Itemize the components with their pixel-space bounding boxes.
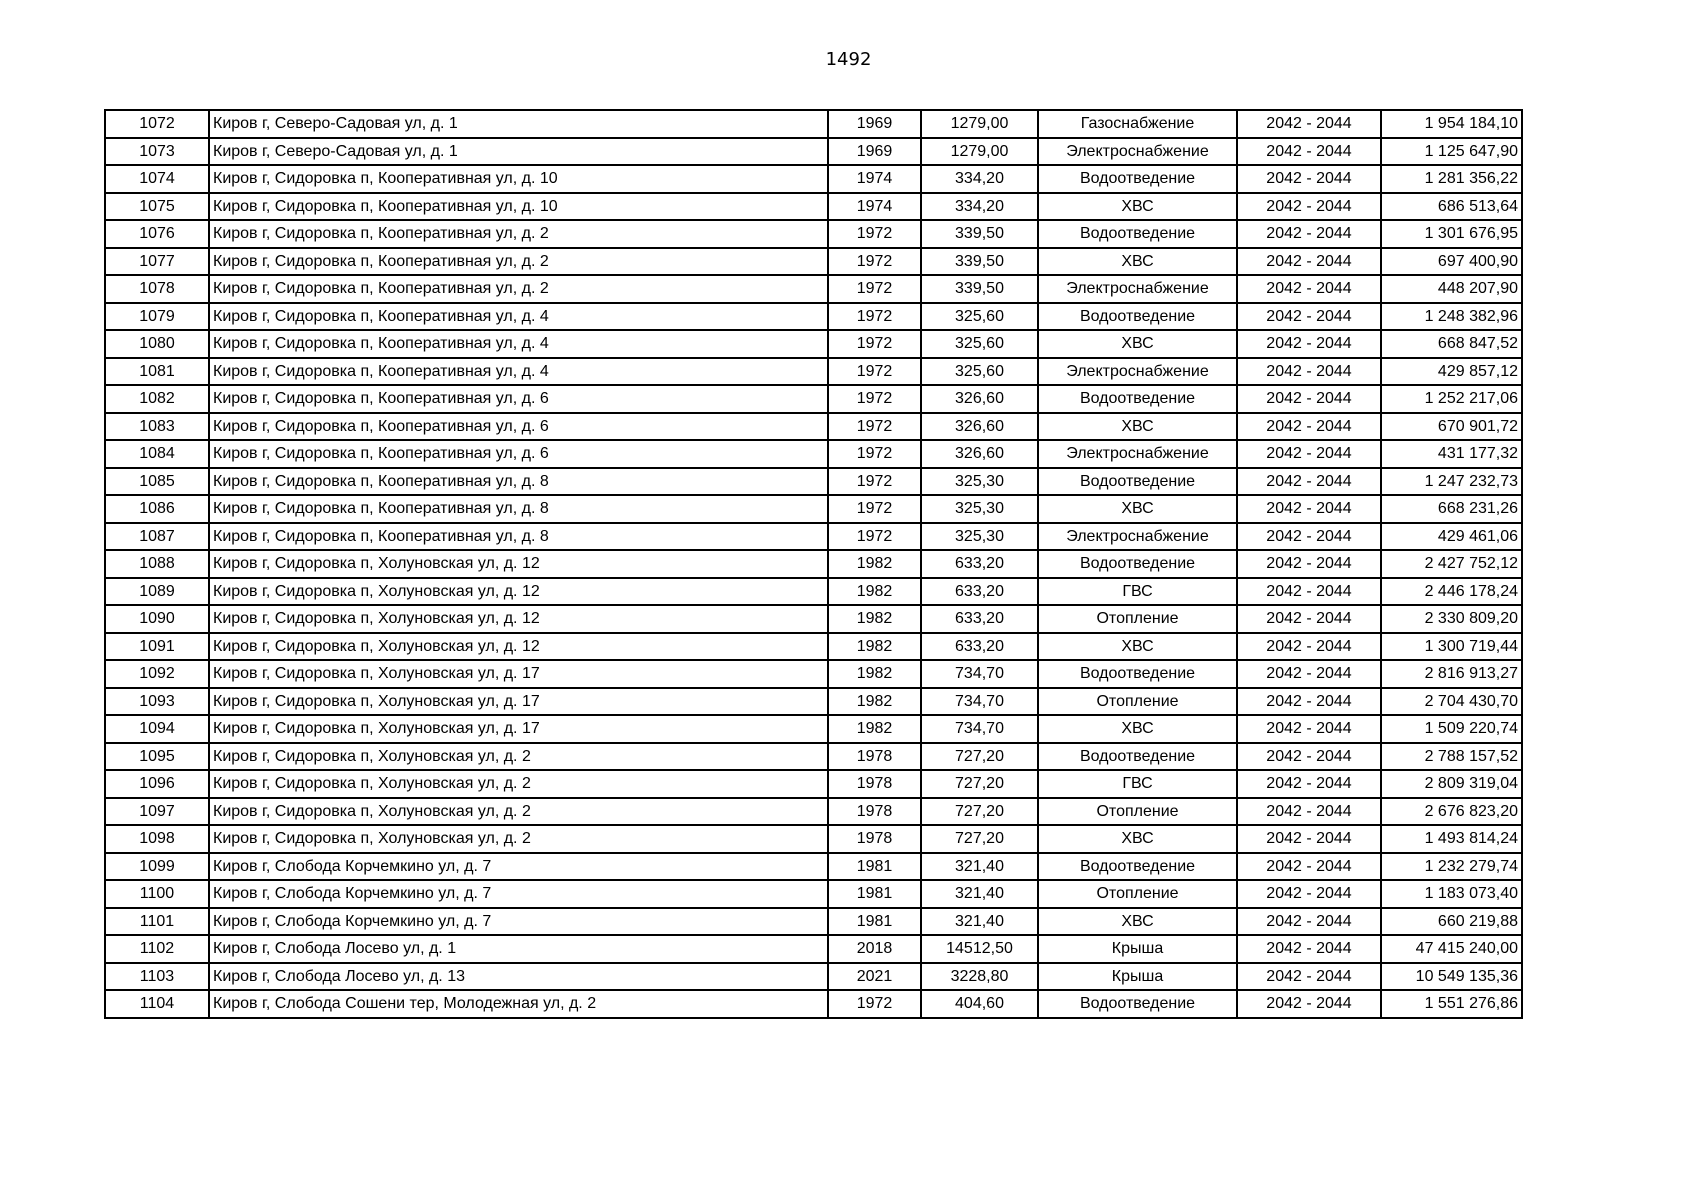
cost-cell: 2 704 430,70: [1381, 688, 1522, 716]
build-year-cell: 1972: [828, 248, 921, 276]
period-cell: 2042 - 2044: [1237, 853, 1381, 881]
address-cell: Киров г, Сидоровка п, Кооперативная ул, д. 2: [209, 220, 828, 248]
row-number-cell: 1080: [105, 330, 209, 358]
cost-cell: 2 809 319,04: [1381, 770, 1522, 798]
build-year-cell: 2018: [828, 935, 921, 963]
table-row: [105, 110, 1522, 138]
address-cell: Киров г, Сидоровка п, Кооперативная ул, д. 2: [209, 248, 828, 276]
cost-cell: 686 513,64: [1381, 193, 1522, 221]
work-type-cell: ХВС: [1038, 908, 1237, 936]
address-cell: Киров г, Слобода Корчемкино ул, д. 7: [209, 880, 828, 908]
cost-cell: 660 219,88: [1381, 908, 1522, 936]
row-number-cell: 1098: [105, 825, 209, 853]
period-cell: 2042 - 2044: [1237, 248, 1381, 276]
work-type-cell: Электроснабжение: [1038, 275, 1237, 303]
table-row: [105, 385, 1522, 413]
cost-cell: 668 847,52: [1381, 330, 1522, 358]
work-type-cell: Крыша: [1038, 935, 1237, 963]
address-cell: Киров г, Сидоровка п, Холуновская ул, д. 2: [209, 770, 828, 798]
table-row: [105, 908, 1522, 936]
work-type-cell: ХВС: [1038, 330, 1237, 358]
period-cell: 2042 - 2044: [1237, 715, 1381, 743]
period-cell: 2042 - 2044: [1237, 110, 1381, 138]
address-cell: Киров г, Северо-Садовая ул, д. 1: [209, 110, 828, 138]
period-cell: 2042 - 2044: [1237, 385, 1381, 413]
period-cell: 2042 - 2044: [1237, 165, 1381, 193]
cost-cell: 1 281 356,22: [1381, 165, 1522, 193]
period-cell: 2042 - 2044: [1237, 275, 1381, 303]
cost-cell: 2 788 157,52: [1381, 743, 1522, 771]
address-cell: Киров г, Сидоровка п, Кооперативная ул, д. 8: [209, 468, 828, 496]
build-year-cell: 1969: [828, 110, 921, 138]
area-cell: 1279,00: [921, 138, 1038, 166]
cost-cell: 429 461,06: [1381, 523, 1522, 551]
table-row: [105, 578, 1522, 606]
table-row: [105, 220, 1522, 248]
address-cell: Киров г, Сидоровка п, Холуновская ул, д. 2: [209, 743, 828, 771]
address-cell: Киров г, Сидоровка п, Холуновская ул, д. 17: [209, 660, 828, 688]
area-cell: 633,20: [921, 633, 1038, 661]
cost-cell: 1 300 719,44: [1381, 633, 1522, 661]
build-year-cell: 1982: [828, 688, 921, 716]
period-cell: 2042 - 2044: [1237, 633, 1381, 661]
cost-cell: 1 301 676,95: [1381, 220, 1522, 248]
area-cell: 334,20: [921, 193, 1038, 221]
area-cell: 326,60: [921, 413, 1038, 441]
work-type-cell: ХВС: [1038, 193, 1237, 221]
table-row: [105, 165, 1522, 193]
build-year-cell: 1982: [828, 715, 921, 743]
period-cell: 2042 - 2044: [1237, 193, 1381, 221]
area-cell: 334,20: [921, 165, 1038, 193]
build-year-cell: 1972: [828, 275, 921, 303]
row-number-cell: 1089: [105, 578, 209, 606]
row-number-cell: 1095: [105, 743, 209, 771]
work-type-cell: Водоотведение: [1038, 468, 1237, 496]
table-row: [105, 990, 1522, 1018]
period-cell: 2042 - 2044: [1237, 578, 1381, 606]
build-year-cell: 1972: [828, 303, 921, 331]
period-cell: 2042 - 2044: [1237, 660, 1381, 688]
table-row: [105, 770, 1522, 798]
row-number-cell: 1077: [105, 248, 209, 276]
row-number-cell: 1103: [105, 963, 209, 991]
build-year-cell: 1978: [828, 743, 921, 771]
registry-table: [104, 109, 1523, 1019]
period-cell: 2042 - 2044: [1237, 330, 1381, 358]
work-type-cell: ХВС: [1038, 633, 1237, 661]
address-cell: Киров г, Слобода Корчемкино ул, д. 7: [209, 853, 828, 881]
work-type-cell: Крыша: [1038, 963, 1237, 991]
row-number-cell: 1083: [105, 413, 209, 441]
row-number-cell: 1074: [105, 165, 209, 193]
table-row: [105, 468, 1522, 496]
table-row: [105, 633, 1522, 661]
area-cell: 734,70: [921, 688, 1038, 716]
area-cell: 321,40: [921, 908, 1038, 936]
row-number-cell: 1087: [105, 523, 209, 551]
work-type-cell: ХВС: [1038, 413, 1237, 441]
period-cell: 2042 - 2044: [1237, 550, 1381, 578]
row-number-cell: 1100: [105, 880, 209, 908]
page-number: 1492: [825, 49, 872, 70]
work-type-cell: Электроснабжение: [1038, 358, 1237, 386]
cost-cell: 1 247 232,73: [1381, 468, 1522, 496]
row-number-cell: 1073: [105, 138, 209, 166]
cost-cell: 10 549 135,36: [1381, 963, 1522, 991]
area-cell: 633,20: [921, 550, 1038, 578]
address-cell: Киров г, Сидоровка п, Холуновская ул, д. 17: [209, 688, 828, 716]
period-cell: 2042 - 2044: [1237, 908, 1381, 936]
work-type-cell: ХВС: [1038, 825, 1237, 853]
cost-cell: 429 857,12: [1381, 358, 1522, 386]
row-number-cell: 1097: [105, 798, 209, 826]
build-year-cell: 1972: [828, 220, 921, 248]
row-number-cell: 1082: [105, 385, 209, 413]
table-row: [105, 413, 1522, 441]
period-cell: 2042 - 2044: [1237, 468, 1381, 496]
build-year-cell: 1972: [828, 330, 921, 358]
work-type-cell: Водоотведение: [1038, 990, 1237, 1018]
period-cell: 2042 - 2044: [1237, 963, 1381, 991]
row-number-cell: 1078: [105, 275, 209, 303]
address-cell: Киров г, Северо-Садовая ул, д. 1: [209, 138, 828, 166]
build-year-cell: 1982: [828, 578, 921, 606]
build-year-cell: 1972: [828, 385, 921, 413]
period-cell: 2042 - 2044: [1237, 220, 1381, 248]
area-cell: 339,50: [921, 248, 1038, 276]
work-type-cell: Электроснабжение: [1038, 440, 1237, 468]
area-cell: 325,30: [921, 495, 1038, 523]
address-cell: Киров г, Сидоровка п, Кооперативная ул, д. 6: [209, 413, 828, 441]
work-type-cell: Отопление: [1038, 880, 1237, 908]
address-cell: Киров г, Слобода Лосево ул, д. 13: [209, 963, 828, 991]
row-number-cell: 1081: [105, 358, 209, 386]
row-number-cell: 1075: [105, 193, 209, 221]
area-cell: 734,70: [921, 660, 1038, 688]
area-cell: 404,60: [921, 990, 1038, 1018]
table-row: [105, 330, 1522, 358]
area-cell: 325,60: [921, 303, 1038, 331]
table-row: [105, 798, 1522, 826]
cost-cell: 448 207,90: [1381, 275, 1522, 303]
work-type-cell: Водоотведение: [1038, 743, 1237, 771]
build-year-cell: 1982: [828, 550, 921, 578]
area-cell: 727,20: [921, 743, 1038, 771]
address-cell: Киров г, Сидоровка п, Кооперативная ул, д. 2: [209, 275, 828, 303]
row-number-cell: 1084: [105, 440, 209, 468]
work-type-cell: Водоотведение: [1038, 853, 1237, 881]
area-cell: 633,20: [921, 578, 1038, 606]
table-row: [105, 853, 1522, 881]
row-number-cell: 1076: [105, 220, 209, 248]
row-number-cell: 1085: [105, 468, 209, 496]
build-year-cell: 1981: [828, 853, 921, 881]
address-cell: Киров г, Слобода Корчемкино ул, д. 7: [209, 908, 828, 936]
row-number-cell: 1092: [105, 660, 209, 688]
area-cell: 339,50: [921, 220, 1038, 248]
table-row: [105, 440, 1522, 468]
area-cell: 727,20: [921, 770, 1038, 798]
build-year-cell: 1978: [828, 770, 921, 798]
address-cell: Киров г, Сидоровка п, Кооперативная ул, д. 6: [209, 440, 828, 468]
cost-cell: 2 427 752,12: [1381, 550, 1522, 578]
table-row: [105, 523, 1522, 551]
period-cell: 2042 - 2044: [1237, 358, 1381, 386]
work-type-cell: Газоснабжение: [1038, 110, 1237, 138]
cost-cell: 1 232 279,74: [1381, 853, 1522, 881]
row-number-cell: 1101: [105, 908, 209, 936]
address-cell: Киров г, Сидоровка п, Кооперативная ул, д. 6: [209, 385, 828, 413]
row-number-cell: 1086: [105, 495, 209, 523]
work-type-cell: Электроснабжение: [1038, 138, 1237, 166]
build-year-cell: 1972: [828, 990, 921, 1018]
area-cell: 325,30: [921, 468, 1038, 496]
work-type-cell: Отопление: [1038, 798, 1237, 826]
address-cell: Киров г, Сидоровка п, Кооперативная ул, д. 8: [209, 523, 828, 551]
table-row: [105, 358, 1522, 386]
cost-cell: 1 493 814,24: [1381, 825, 1522, 853]
work-type-cell: ГВС: [1038, 770, 1237, 798]
row-number-cell: 1096: [105, 770, 209, 798]
period-cell: 2042 - 2044: [1237, 688, 1381, 716]
cost-cell: 1 252 217,06: [1381, 385, 1522, 413]
table-row: [105, 303, 1522, 331]
cost-cell: 2 816 913,27: [1381, 660, 1522, 688]
build-year-cell: 1972: [828, 468, 921, 496]
address-cell: Киров г, Сидоровка п, Холуновская ул, д. 12: [209, 605, 828, 633]
address-cell: Киров г, Слобода Сошени тер, Молодежная ул, д. 2: [209, 990, 828, 1018]
area-cell: 325,60: [921, 358, 1038, 386]
area-cell: 339,50: [921, 275, 1038, 303]
area-cell: 734,70: [921, 715, 1038, 743]
period-cell: 2042 - 2044: [1237, 303, 1381, 331]
row-number-cell: 1088: [105, 550, 209, 578]
area-cell: 321,40: [921, 880, 1038, 908]
work-type-cell: Водоотведение: [1038, 660, 1237, 688]
work-type-cell: ХВС: [1038, 248, 1237, 276]
period-cell: 2042 - 2044: [1237, 440, 1381, 468]
row-number-cell: 1099: [105, 853, 209, 881]
build-year-cell: 1972: [828, 413, 921, 441]
area-cell: 633,20: [921, 605, 1038, 633]
period-cell: 2042 - 2044: [1237, 880, 1381, 908]
build-year-cell: 1978: [828, 825, 921, 853]
address-cell: Киров г, Сидоровка п, Кооперативная ул, д. 8: [209, 495, 828, 523]
cost-cell: 1 551 276,86: [1381, 990, 1522, 1018]
cost-cell: 2 330 809,20: [1381, 605, 1522, 633]
work-type-cell: Отопление: [1038, 605, 1237, 633]
cost-cell: 2 446 178,24: [1381, 578, 1522, 606]
build-year-cell: 1981: [828, 908, 921, 936]
address-cell: Киров г, Сидоровка п, Холуновская ул, д. 2: [209, 825, 828, 853]
period-cell: 2042 - 2044: [1237, 138, 1381, 166]
period-cell: 2042 - 2044: [1237, 413, 1381, 441]
table-row: [105, 743, 1522, 771]
period-cell: 2042 - 2044: [1237, 990, 1381, 1018]
work-type-cell: Водоотведение: [1038, 550, 1237, 578]
area-cell: 325,60: [921, 330, 1038, 358]
work-type-cell: ГВС: [1038, 578, 1237, 606]
row-number-cell: 1072: [105, 110, 209, 138]
table-row: [105, 495, 1522, 523]
work-type-cell: ХВС: [1038, 715, 1237, 743]
work-type-cell: Электроснабжение: [1038, 523, 1237, 551]
table-row: [105, 605, 1522, 633]
work-type-cell: Водоотведение: [1038, 303, 1237, 331]
build-year-cell: 1972: [828, 523, 921, 551]
period-cell: 2042 - 2044: [1237, 798, 1381, 826]
work-type-cell: ХВС: [1038, 495, 1237, 523]
address-cell: Киров г, Сидоровка п, Холуновская ул, д. 12: [209, 550, 828, 578]
work-type-cell: Отопление: [1038, 688, 1237, 716]
build-year-cell: 1969: [828, 138, 921, 166]
table-body: [105, 110, 1522, 1018]
row-number-cell: 1079: [105, 303, 209, 331]
work-type-cell: Водоотведение: [1038, 385, 1237, 413]
cost-cell: 697 400,90: [1381, 248, 1522, 276]
table-row: [105, 660, 1522, 688]
table-row: [105, 880, 1522, 908]
row-number-cell: 1091: [105, 633, 209, 661]
period-cell: 2042 - 2044: [1237, 743, 1381, 771]
area-cell: 325,30: [921, 523, 1038, 551]
cost-cell: 431 177,32: [1381, 440, 1522, 468]
table-row: [105, 193, 1522, 221]
period-cell: 2042 - 2044: [1237, 605, 1381, 633]
cost-cell: 670 901,72: [1381, 413, 1522, 441]
build-year-cell: 1981: [828, 880, 921, 908]
row-number-cell: 1093: [105, 688, 209, 716]
build-year-cell: 1982: [828, 633, 921, 661]
area-cell: 326,60: [921, 440, 1038, 468]
address-cell: Киров г, Сидоровка п, Кооперативная ул, д. 4: [209, 358, 828, 386]
address-cell: Киров г, Слобода Лосево ул, д. 1: [209, 935, 828, 963]
build-year-cell: 1974: [828, 193, 921, 221]
address-cell: Киров г, Сидоровка п, Холуновская ул, д. 17: [209, 715, 828, 743]
table-row: [105, 825, 1522, 853]
period-cell: 2042 - 2044: [1237, 523, 1381, 551]
build-year-cell: 1972: [828, 358, 921, 386]
build-year-cell: 1972: [828, 440, 921, 468]
build-year-cell: 1982: [828, 660, 921, 688]
build-year-cell: 1978: [828, 798, 921, 826]
cost-cell: 47 415 240,00: [1381, 935, 1522, 963]
address-cell: Киров г, Сидоровка п, Холуновская ул, д. 2: [209, 798, 828, 826]
cost-cell: 1 954 184,10: [1381, 110, 1522, 138]
build-year-cell: 1972: [828, 495, 921, 523]
area-cell: 727,20: [921, 825, 1038, 853]
table-row: [105, 248, 1522, 276]
address-cell: Киров г, Сидоровка п, Кооперативная ул, д. 4: [209, 303, 828, 331]
area-cell: 321,40: [921, 853, 1038, 881]
address-cell: Киров г, Сидоровка п, Холуновская ул, д. 12: [209, 578, 828, 606]
period-cell: 2042 - 2044: [1237, 770, 1381, 798]
area-cell: 727,20: [921, 798, 1038, 826]
area-cell: 1279,00: [921, 110, 1038, 138]
row-number-cell: 1090: [105, 605, 209, 633]
cost-cell: 1 509 220,74: [1381, 715, 1522, 743]
address-cell: Киров г, Сидоровка п, Кооперативная ул, д. 10: [209, 165, 828, 193]
row-number-cell: 1102: [105, 935, 209, 963]
build-year-cell: 2021: [828, 963, 921, 991]
table-row: [105, 688, 1522, 716]
area-cell: 326,60: [921, 385, 1038, 413]
row-number-cell: 1104: [105, 990, 209, 1018]
work-type-cell: Водоотведение: [1038, 165, 1237, 193]
table-row: [105, 138, 1522, 166]
address-cell: Киров г, Сидоровка п, Холуновская ул, д. 12: [209, 633, 828, 661]
table-row: [105, 715, 1522, 743]
cost-cell: 1 125 647,90: [1381, 138, 1522, 166]
build-year-cell: 1982: [828, 605, 921, 633]
cost-cell: 1 248 382,96: [1381, 303, 1522, 331]
address-cell: Киров г, Сидоровка п, Кооперативная ул, д. 4: [209, 330, 828, 358]
cost-cell: 1 183 073,40: [1381, 880, 1522, 908]
address-cell: Киров г, Сидоровка п, Кооперативная ул, д. 10: [209, 193, 828, 221]
cost-cell: 2 676 823,20: [1381, 798, 1522, 826]
period-cell: 2042 - 2044: [1237, 935, 1381, 963]
period-cell: 2042 - 2044: [1237, 495, 1381, 523]
cost-cell: 668 231,26: [1381, 495, 1522, 523]
area-cell: 14512,50: [921, 935, 1038, 963]
table-row: [105, 963, 1522, 991]
period-cell: 2042 - 2044: [1237, 825, 1381, 853]
table-row: [105, 275, 1522, 303]
table-row: [105, 550, 1522, 578]
table-row: [105, 935, 1522, 963]
area-cell: 3228,80: [921, 963, 1038, 991]
build-year-cell: 1974: [828, 165, 921, 193]
work-type-cell: Водоотведение: [1038, 220, 1237, 248]
row-number-cell: 1094: [105, 715, 209, 743]
